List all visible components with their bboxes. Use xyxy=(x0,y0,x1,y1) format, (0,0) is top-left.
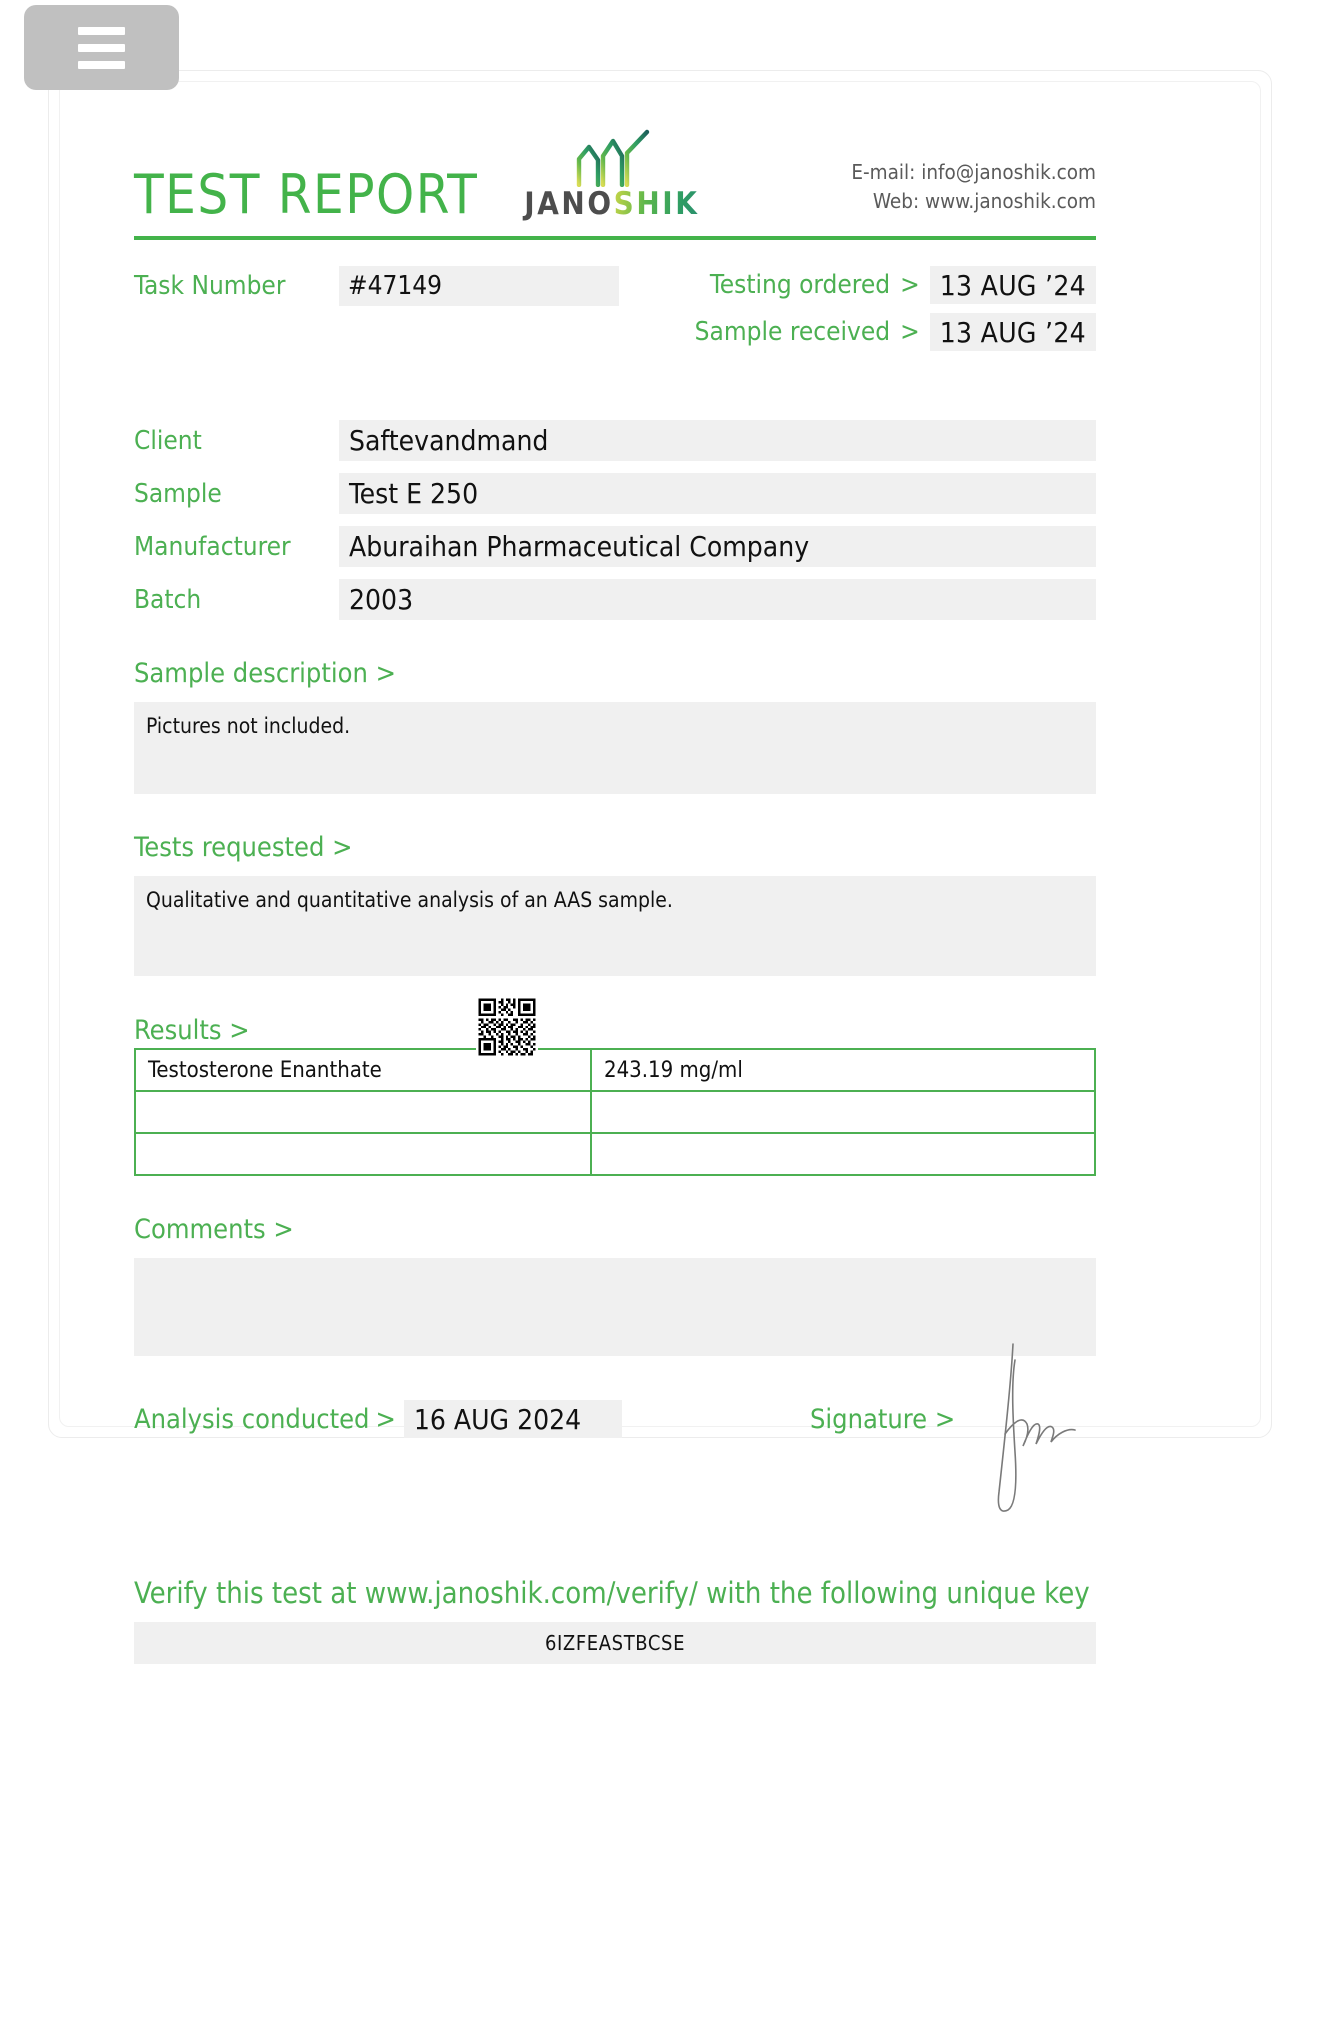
sample-received-separator: > xyxy=(900,317,920,347)
results-section xyxy=(134,994,1096,1176)
brand-word-green: SHIK xyxy=(613,186,700,222)
result-amount: 243.19 mg/ml xyxy=(591,1049,1095,1091)
report-card-inner xyxy=(59,81,1261,1655)
task-number-label: Task Number xyxy=(134,271,286,301)
table-row xyxy=(135,1091,1095,1133)
brand-logo xyxy=(524,129,699,224)
info-row-sample xyxy=(134,473,1096,514)
task-number-value: #47149 xyxy=(339,266,619,306)
report-header xyxy=(134,132,1096,224)
testing-ordered-separator: > xyxy=(900,270,920,300)
manufacturer-value: Aburaihan Pharmaceutical Company xyxy=(339,526,1096,567)
comments-text xyxy=(134,1258,1096,1356)
results-table xyxy=(134,1048,1096,1176)
analysis-conducted-group xyxy=(134,1400,622,1438)
hamburger-icon-bar xyxy=(78,27,125,35)
result-amount xyxy=(591,1133,1095,1175)
report-card xyxy=(48,70,1272,1655)
brand-wordmark xyxy=(524,186,700,222)
qr-code-icon xyxy=(476,996,538,1058)
sample-label: Sample xyxy=(134,478,222,509)
signature-group xyxy=(810,1400,1095,1517)
testing-ordered-label: Testing ordered xyxy=(709,270,891,300)
sample-received-label: Sample received xyxy=(694,317,891,347)
sample-description-section xyxy=(134,658,1096,794)
sample-description-text: Pictures not included. xyxy=(134,702,1096,794)
verify-text: Verify this test at www.janoshik.com/verify/ with the following unique key xyxy=(134,1576,1090,1610)
analysis-conducted-label: Analysis conducted xyxy=(134,1403,370,1435)
result-compound xyxy=(135,1133,591,1175)
tests-requested-text: Qualitative and quantitative analysis of an AAS sample. xyxy=(134,876,1096,976)
batch-label: Batch xyxy=(134,584,202,615)
task-row xyxy=(134,266,1096,360)
batch-value: 2003 xyxy=(339,579,1096,620)
client-value: Saftevandmand xyxy=(339,420,1096,461)
task-number-group xyxy=(134,266,619,306)
results-header xyxy=(134,994,1096,1048)
sample-description-title: Sample description > xyxy=(134,658,396,689)
sample-received-value: 13 AUG ’24 xyxy=(930,313,1096,351)
sample-received-row xyxy=(695,313,1096,351)
hamburger-icon-bar xyxy=(78,44,125,52)
result-compound xyxy=(135,1091,591,1133)
contact-email: E-mail: info@janoshik.com xyxy=(851,159,1096,184)
info-row-batch xyxy=(134,579,1096,620)
client-label: Client xyxy=(134,425,202,456)
sample-value: Test E 250 xyxy=(339,473,1096,514)
info-row-manufacturer xyxy=(134,526,1096,567)
hamburger-icon-bar xyxy=(78,61,125,69)
result-amount xyxy=(591,1091,1095,1133)
contact-web: Web: www.janoshik.com xyxy=(872,188,1096,213)
contact-block xyxy=(851,158,1096,224)
results-title: Results > xyxy=(134,1015,250,1046)
unique-key: 6IZFEASTBCSE xyxy=(134,1622,1096,1664)
analysis-conducted-date: 16 AUG 2024 xyxy=(404,1400,622,1438)
tests-requested-title: Tests requested > xyxy=(134,832,353,863)
menu-button[interactable] xyxy=(24,5,179,90)
janoshik-chart-logo-icon xyxy=(569,129,655,187)
analysis-conducted-separator: > xyxy=(375,1403,396,1435)
comments-title: Comments > xyxy=(134,1214,294,1245)
report-document xyxy=(134,132,1096,1664)
header-divider xyxy=(134,236,1096,240)
tests-requested-section xyxy=(134,832,1096,976)
page-title: TEST REPORT xyxy=(134,163,479,226)
table-row xyxy=(135,1049,1095,1091)
testing-ordered-value: 13 AUG ’24 xyxy=(930,266,1096,304)
analysis-row xyxy=(134,1400,1096,1550)
table-row xyxy=(135,1133,1095,1175)
info-block xyxy=(134,420,1096,620)
result-compound: Testosterone Enanthate xyxy=(135,1049,591,1091)
info-row-client xyxy=(134,420,1096,461)
manufacturer-label: Manufacturer xyxy=(134,531,291,562)
dates-group xyxy=(695,266,1096,360)
signature-label: Signature > xyxy=(810,1404,956,1435)
testing-ordered-row xyxy=(695,266,1096,304)
comments-section xyxy=(134,1214,1096,1356)
handwritten-signature-icon xyxy=(975,1342,1095,1517)
brand-word-dark: JANO xyxy=(524,186,614,222)
